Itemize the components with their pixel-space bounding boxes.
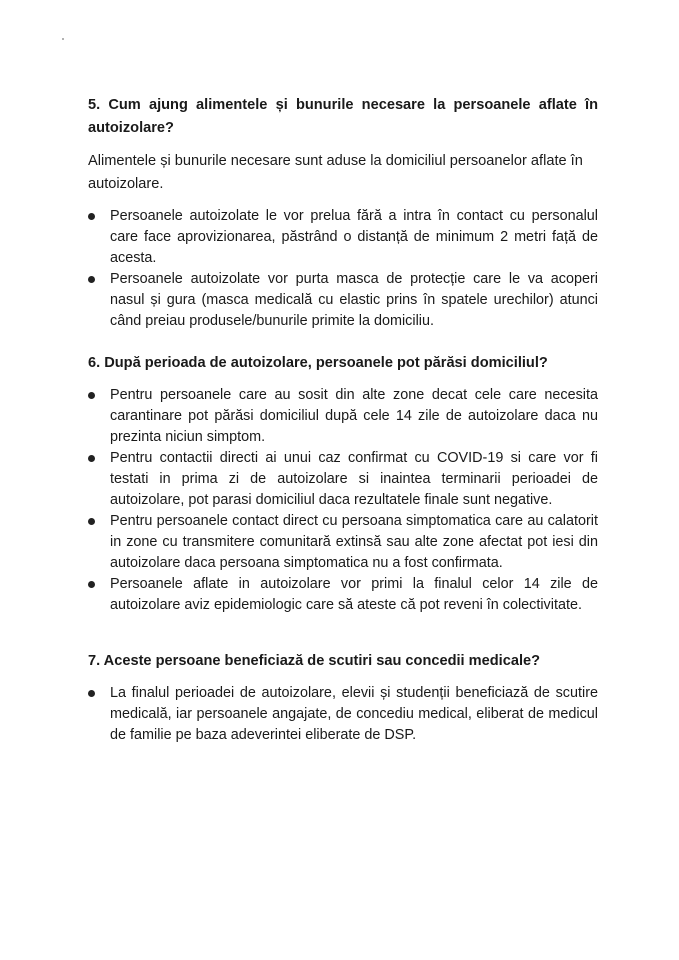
- answer-intro: Alimentele și bunurile necesare sunt aduse la domiciliul persoanelor aflate în autoizolare.: [88, 153, 583, 192]
- bullet-text: Persoanele autoizolate le vor prelua fără a intra în contact cu personalul care face aprovizionarea, păstrând o distanță de minimum 2 metri față de acesta.: [110, 208, 598, 266]
- scan-speck: [62, 38, 64, 40]
- bullet-item: [88, 683, 598, 746]
- bullet-text: La finalul perioadei de autoizolare, elevii și studenții beneficiază de scutire medicală, iar persoanele angajate, de concediu medical, eliberat de medicul de familie pe baza adeverintei eliberate de DSP.: [110, 685, 598, 743]
- bullet-item: [88, 574, 598, 616]
- faq-section-6: [88, 352, 598, 616]
- bullet-item: [88, 206, 598, 269]
- bullet-dot-icon: [88, 690, 95, 697]
- faq-section-7: [88, 650, 598, 746]
- question-heading: 6. După perioada de autoizolare, persoanele pot părăsi domiciliul?: [88, 355, 548, 371]
- question-heading: 7. Aceste persoane beneficiază de scutiri sau concedii medicale?: [88, 653, 541, 669]
- bullet-text: Pentru persoanele care au sosit din alte zone decat cele care necesita carantinare pot părăsi domiciliul după cele 14 zile de autoizolare daca nu prezinta niciun simptom.: [110, 387, 598, 445]
- bullet-dot-icon: [88, 276, 95, 283]
- faq-section-5: [88, 94, 598, 332]
- bullet-dot-icon: [88, 213, 95, 220]
- answer-bullet-list: [88, 385, 598, 616]
- bullet-item: [88, 269, 598, 332]
- bullet-item: [88, 385, 598, 448]
- question-heading: 5. Cum ajung alimentele și bunurile necesare la persoanele aflate în autoizolare?: [88, 97, 598, 136]
- answer-bullet-list: [88, 206, 598, 332]
- bullet-text: Persoanele aflate in autoizolare vor primi la finalul celor 14 zile de autoizolare aviz epidemiologic care să ateste că pot reveni în colectivitate.: [110, 576, 598, 613]
- bullet-item: [88, 511, 598, 574]
- bullet-dot-icon: [88, 392, 95, 399]
- bullet-dot-icon: [88, 581, 95, 588]
- bullet-text: Persoanele autoizolate vor purta masca de protecție care le va acoperi nasul și gura (masca medicală cu elastic prins în spatele urechilor) atunci când preiau produsele/bunurile primite la domiciliu.: [110, 271, 598, 329]
- bullet-item: [88, 448, 598, 511]
- bullet-dot-icon: [88, 518, 95, 525]
- bullet-dot-icon: [88, 455, 95, 462]
- bullet-text: Pentru contactii directi ai unui caz confirmat cu COVID-19 si care vor fi testati in prima zi de autoizolare si inaintea terminarii perioadei de autoizolare, pot parasi domiciliul daca rezultatele finale sunt negative.: [110, 450, 598, 508]
- answer-bullet-list: [88, 683, 598, 746]
- bullet-text: Pentru persoanele contact direct cu persoana simptomatica care au calatorit in zone cu transmitere comunitară extinsă sau alte zone afectat pot iesi din autoizolare daca persoana simptomatica nu a fost confirmata.: [110, 513, 598, 571]
